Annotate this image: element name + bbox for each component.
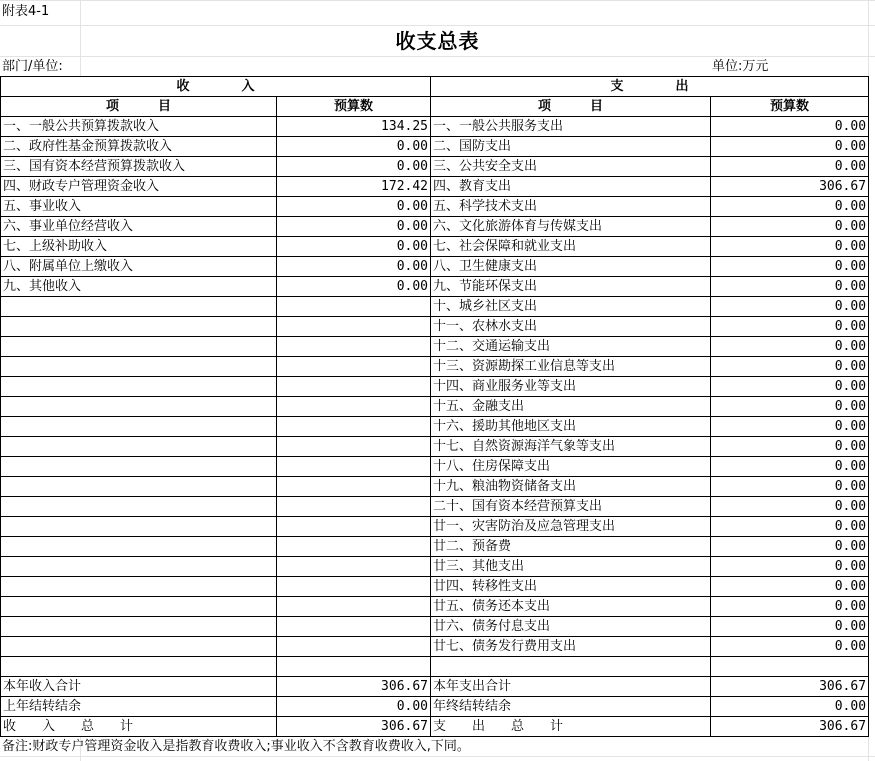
expense-item-cell[interactable]: 十七、自然资源海洋气象等支出 <box>431 437 711 457</box>
income-item-cell[interactable] <box>1 577 277 597</box>
table-row <box>1 237 869 257</box>
income-item-cell[interactable] <box>1 397 277 417</box>
income-value-cell[interactable]: 0.00 <box>277 277 431 297</box>
income-item-cell[interactable] <box>1 457 277 477</box>
empty-cell[interactable] <box>277 657 431 677</box>
expense-item-cell[interactable]: 廿四、转移性支出 <box>431 577 711 597</box>
income-item-cell[interactable] <box>1 617 277 637</box>
income-item-cell[interactable] <box>1 357 277 377</box>
table-row <box>1 417 869 437</box>
expense-value-cell[interactable]: 0.00 <box>711 477 869 497</box>
expense-item-cell[interactable]: 三、公共安全支出 <box>431 157 711 177</box>
income-value-cell[interactable] <box>277 437 431 457</box>
expense-carry-label[interactable]: 年终结转结余 <box>431 697 711 717</box>
expense-item-cell[interactable]: 廿一、灾害防治及应急管理支出 <box>431 517 711 537</box>
expense-value-cell[interactable]: 0.00 <box>711 317 869 337</box>
table-row <box>1 297 869 317</box>
income-item-cell[interactable]: 八、附属单位上缴收入 <box>1 257 277 277</box>
expense-total-label[interactable]: 支 出 总 计 <box>431 717 711 737</box>
income-item-cell[interactable]: 五、事业收入 <box>1 197 277 217</box>
grand-total-row <box>1 717 869 737</box>
expense-value-cell[interactable]: 0.00 <box>711 577 869 597</box>
table-row <box>1 177 869 197</box>
income-item-header[interactable]: 项 目 <box>1 97 277 117</box>
expense-carry-value[interactable]: 0.00 <box>711 697 869 717</box>
table-row <box>1 197 869 217</box>
expense-item-cell[interactable]: 廿三、其他支出 <box>431 557 711 577</box>
income-item-cell[interactable] <box>1 477 277 497</box>
budget-table-body <box>1 77 869 737</box>
table-row <box>1 437 869 457</box>
table-row <box>1 597 869 617</box>
table-row <box>1 157 869 177</box>
table-row <box>1 117 869 137</box>
income-value-cell[interactable]: 134.25 <box>277 117 431 137</box>
section-header-row <box>1 77 869 97</box>
expense-value-cell[interactable]: 0.00 <box>711 137 869 157</box>
column-header-row <box>1 97 869 117</box>
expense-value-cell[interactable]: 0.00 <box>711 297 869 317</box>
empty-cell[interactable] <box>431 657 711 677</box>
table-row <box>1 497 869 517</box>
expense-value-cell[interactable]: 0.00 <box>711 217 869 237</box>
income-item-cell[interactable] <box>1 297 277 317</box>
expense-item-cell[interactable]: 十二、交通运输支出 <box>431 337 711 357</box>
income-item-cell[interactable] <box>1 537 277 557</box>
table-row <box>1 377 869 397</box>
income-item-cell[interactable]: 三、国有资本经营预算拨款收入 <box>1 157 277 177</box>
expense-budget-header[interactable]: 预算数 <box>711 97 869 117</box>
expense-total-value[interactable]: 306.67 <box>711 717 869 737</box>
expense-item-cell[interactable]: 八、卫生健康支出 <box>431 257 711 277</box>
income-value-cell[interactable] <box>277 297 431 317</box>
income-value-cell[interactable] <box>277 337 431 357</box>
income-value-cell[interactable]: 0.00 <box>277 217 431 237</box>
income-value-cell[interactable] <box>277 417 431 437</box>
table-row <box>1 277 869 297</box>
expense-value-cell[interactable]: 0.00 <box>711 517 869 537</box>
expense-item-cell[interactable]: 二、国防支出 <box>431 137 711 157</box>
expense-item-cell[interactable]: 一、一般公共服务支出 <box>431 117 711 137</box>
expense-item-cell[interactable]: 四、教育支出 <box>431 177 711 197</box>
table-row <box>1 137 869 157</box>
expense-value-cell[interactable]: 0.00 <box>711 617 869 637</box>
expense-item-cell[interactable]: 十八、住房保障支出 <box>431 457 711 477</box>
table-row <box>1 637 869 657</box>
income-value-cell[interactable] <box>277 457 431 477</box>
expense-year-label[interactable]: 本年支出合计 <box>431 677 711 697</box>
income-value-cell[interactable] <box>277 537 431 557</box>
income-item-cell[interactable]: 二、政府性基金预算拨款收入 <box>1 137 277 157</box>
income-value-cell[interactable]: 0.00 <box>277 197 431 217</box>
carryover-row <box>1 697 869 717</box>
page-title: 收支总表 <box>395 29 480 53</box>
income-item-cell[interactable] <box>1 377 277 397</box>
expense-value-cell[interactable]: 0.00 <box>711 337 869 357</box>
expense-value-cell[interactable]: 0.00 <box>711 397 869 417</box>
empty-cell[interactable] <box>711 657 869 677</box>
budget-table <box>0 76 869 737</box>
expense-year-value[interactable]: 306.67 <box>711 677 869 697</box>
table-row <box>1 397 869 417</box>
expense-value-cell[interactable]: 0.00 <box>711 237 869 257</box>
income-value-cell[interactable] <box>277 397 431 417</box>
income-value-cell[interactable]: 172.42 <box>277 177 431 197</box>
expense-item-cell[interactable]: 十三、资源勘探工业信息等支出 <box>431 357 711 377</box>
expense-value-cell[interactable]: 0.00 <box>711 157 869 177</box>
table-row <box>1 257 869 277</box>
expense-item-cell[interactable]: 七、社会保障和就业支出 <box>431 237 711 257</box>
income-item-cell[interactable] <box>1 437 277 457</box>
expense-value-cell[interactable]: 0.00 <box>711 497 869 517</box>
table-row <box>1 617 869 637</box>
dept-label: 部门/单位: <box>2 59 63 74</box>
table-row <box>1 477 869 497</box>
table-row <box>1 217 869 237</box>
expense-item-cell[interactable]: 十五、金融支出 <box>431 397 711 417</box>
income-value-cell[interactable] <box>277 517 431 537</box>
income-value-cell[interactable] <box>277 557 431 577</box>
unit-label: 单位:万元 <box>712 59 769 74</box>
expense-value-cell[interactable]: 0.00 <box>711 117 869 137</box>
income-value-cell[interactable] <box>277 597 431 617</box>
income-item-cell[interactable] <box>1 597 277 617</box>
expense-value-cell[interactable]: 0.00 <box>711 377 869 397</box>
income-value-cell[interactable]: 0.00 <box>277 137 431 157</box>
income-item-cell[interactable] <box>1 637 277 657</box>
expense-value-cell[interactable]: 0.00 <box>711 277 869 297</box>
expense-item-cell[interactable]: 十六、援助其他地区支出 <box>431 417 711 437</box>
income-carry-label[interactable]: 上年结转结余 <box>1 697 277 717</box>
expense-item-cell[interactable]: 六、文化旅游体育与传媒支出 <box>431 217 711 237</box>
expense-value-cell[interactable]: 0.00 <box>711 557 869 577</box>
expense-item-cell[interactable]: 二十、国有资本经营预算支出 <box>431 497 711 517</box>
expense-section-header[interactable]: 支 出 <box>431 77 869 97</box>
income-total-value[interactable]: 306.67 <box>277 717 431 737</box>
income-item-cell[interactable]: 四、财政专户管理资金收入 <box>1 177 277 197</box>
income-item-cell[interactable]: 一、一般公共预算拨款收入 <box>1 117 277 137</box>
income-value-cell[interactable] <box>277 377 431 397</box>
expense-item-cell[interactable]: 十九、粮油物资储备支出 <box>431 477 711 497</box>
expense-value-cell[interactable]: 306.67 <box>711 177 869 197</box>
table-row <box>1 317 869 337</box>
blank-row <box>1 657 869 677</box>
income-value-cell[interactable]: 0.00 <box>277 257 431 277</box>
table-row <box>1 537 869 557</box>
expense-value-cell[interactable]: 0.00 <box>711 417 869 437</box>
expense-value-cell[interactable]: 0.00 <box>711 357 869 377</box>
empty-cell[interactable] <box>1 657 277 677</box>
income-item-cell[interactable]: 九、其他收入 <box>1 277 277 297</box>
expense-value-cell[interactable]: 0.00 <box>711 437 869 457</box>
income-total-label[interactable]: 收 入 总 计 <box>1 717 277 737</box>
income-value-cell[interactable] <box>277 617 431 637</box>
table-row <box>1 577 869 597</box>
expense-item-cell[interactable]: 十四、商业服务业等支出 <box>431 377 711 397</box>
table-row <box>1 337 869 357</box>
expense-item-cell[interactable]: 廿六、债务付息支出 <box>431 617 711 637</box>
income-year-label[interactable]: 本年收入合计 <box>1 677 277 697</box>
income-budget-header[interactable]: 预算数 <box>277 97 431 117</box>
expense-item-cell[interactable]: 五、科学技术支出 <box>431 197 711 217</box>
expense-value-cell[interactable]: 0.00 <box>711 537 869 557</box>
income-value-cell[interactable] <box>277 637 431 657</box>
sheet-caption: 附表4-1 <box>2 4 50 19</box>
expense-item-header[interactable]: 项 目 <box>431 97 711 117</box>
income-value-cell[interactable]: 0.00 <box>277 237 431 257</box>
expense-value-cell[interactable]: 0.00 <box>711 197 869 217</box>
expense-item-cell[interactable]: 廿二、预备费 <box>431 537 711 557</box>
income-item-cell[interactable] <box>1 517 277 537</box>
year-total-row <box>1 677 869 697</box>
expense-item-cell[interactable]: 九、节能环保支出 <box>431 277 711 297</box>
footnote: 备注:财政专户管理资金收入是指教育收费收入;事业收入不含教育收费收入,下同。 <box>2 739 470 754</box>
table-row <box>1 457 869 477</box>
expense-item-cell[interactable]: 廿五、债务还本支出 <box>431 597 711 617</box>
table-row <box>1 557 869 577</box>
income-carry-value[interactable]: 0.00 <box>277 697 431 717</box>
income-item-cell[interactable] <box>1 557 277 577</box>
income-value-cell[interactable]: 0.00 <box>277 157 431 177</box>
expense-value-cell[interactable]: 0.00 <box>711 637 869 657</box>
income-value-cell[interactable] <box>277 577 431 597</box>
income-item-cell[interactable] <box>1 497 277 517</box>
income-item-cell[interactable]: 七、上级补助收入 <box>1 237 277 257</box>
expense-item-cell[interactable]: 十、城乡社区支出 <box>431 297 711 317</box>
expense-value-cell[interactable]: 0.00 <box>711 257 869 277</box>
income-year-value[interactable]: 306.67 <box>277 677 431 697</box>
income-item-cell[interactable] <box>1 337 277 357</box>
table-row <box>1 517 869 537</box>
table-row <box>1 357 869 377</box>
income-value-cell[interactable] <box>277 477 431 497</box>
expense-value-cell[interactable]: 0.00 <box>711 597 869 617</box>
income-value-cell[interactable] <box>277 317 431 337</box>
income-item-cell[interactable] <box>1 317 277 337</box>
expense-item-cell[interactable]: 廿七、债务发行费用支出 <box>431 637 711 657</box>
expense-item-cell[interactable]: 十一、农林水支出 <box>431 317 711 337</box>
income-section-header[interactable]: 收 入 <box>1 77 431 97</box>
income-item-cell[interactable]: 六、事业单位经营收入 <box>1 217 277 237</box>
income-item-cell[interactable] <box>1 417 277 437</box>
income-value-cell[interactable] <box>277 497 431 517</box>
income-value-cell[interactable] <box>277 357 431 377</box>
expense-value-cell[interactable]: 0.00 <box>711 457 869 477</box>
